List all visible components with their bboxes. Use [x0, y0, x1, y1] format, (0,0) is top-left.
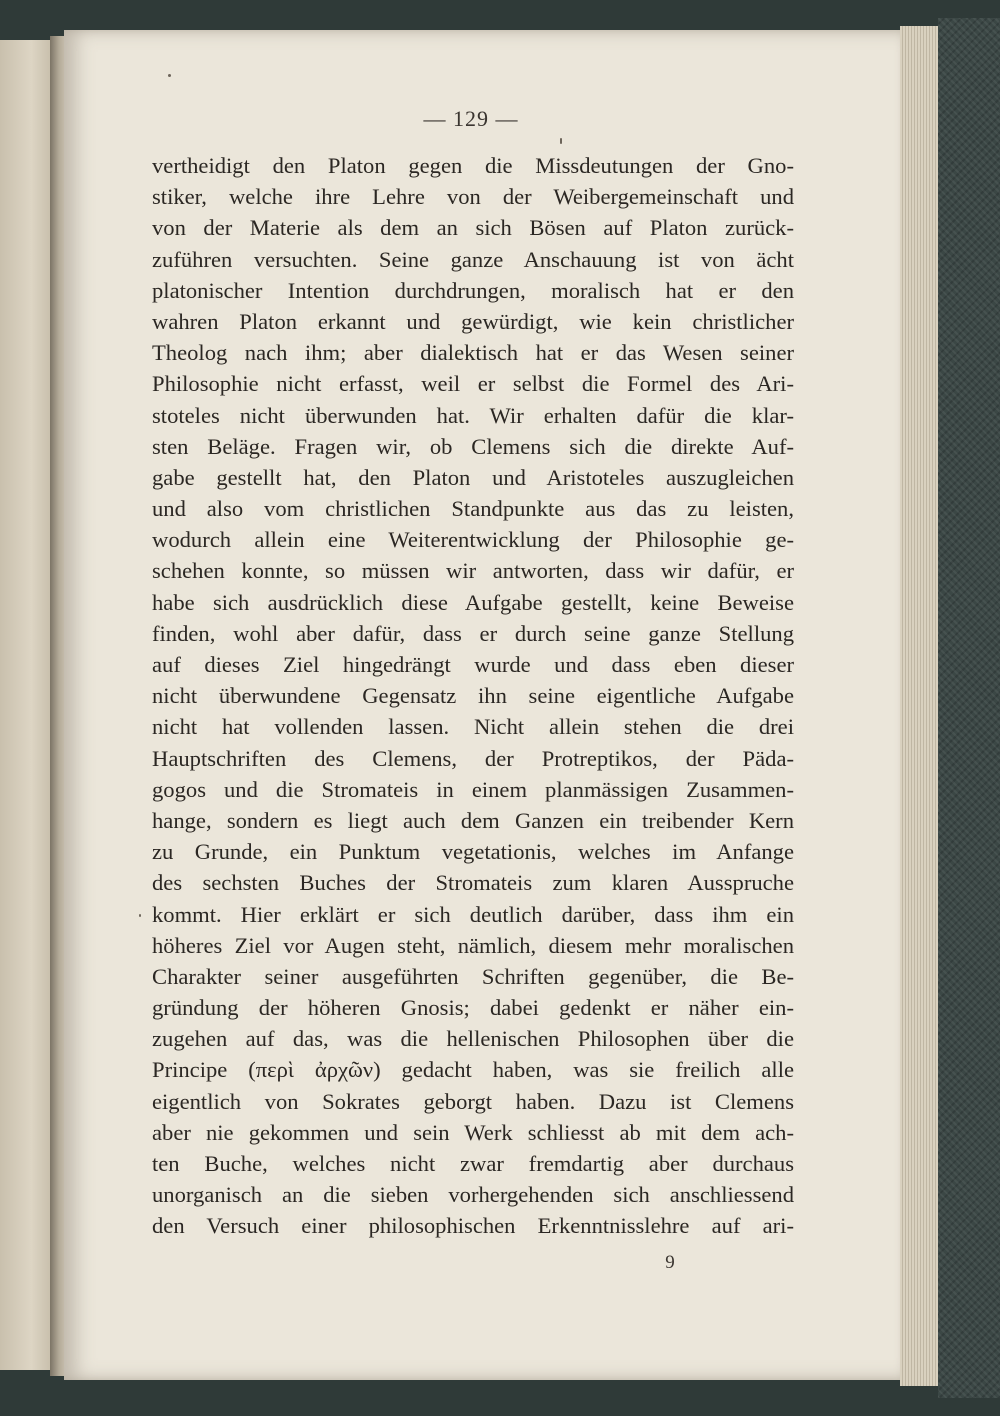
- text-line: gabe gestellt hat, den Platon und Aristoteles auszugleichen: [152, 464, 794, 490]
- text-line: hange, sondern es liegt auch dem Ganzen ein treibender Kern: [152, 807, 794, 833]
- text-line: unorganisch an die sieben vorhergehenden sich anschliessend: [152, 1182, 794, 1208]
- text-line: ten Buche, welches nicht zwar fremdartig aber durchaus: [152, 1151, 794, 1176]
- body-text: [152, 150, 794, 1242]
- text-line: gründung der höheren Gnosis; dabei gedenkt er näher ein-: [152, 995, 794, 1021]
- paper-speck: [139, 914, 141, 917]
- text-line: Philosophie nicht erfasst, weil er selbst die Formel des Ari-: [152, 371, 794, 397]
- signature-mark: 9: [665, 1252, 675, 1273]
- text-line: Hauptschriften des Clemens, der Protreptikos, der Päda-: [152, 745, 794, 771]
- text-line: von der Materie als dem an sich Bösen auf Platon zurück-: [152, 215, 794, 241]
- text-line: finden, wohl aber dafür, dass er durch seine ganze Stellung: [152, 620, 794, 646]
- text-line: sten Beläge. Fragen wir, ob Clemens sich die direkte Auf-: [152, 433, 794, 459]
- paper-speck: [560, 138, 562, 144]
- text-line: vertheidigt den Platon gegen die Missdeutungen der Gno-: [152, 153, 794, 178]
- text-line: Theolog nach ihm; aber dialektisch hat er das Wesen seiner: [152, 340, 794, 366]
- text-line: zu Grunde, ein Punktum vegetationis, welches im Anfange: [152, 839, 794, 865]
- text-line: höheres Ziel vor Augen steht, nämlich, diesem mehr moralischen: [152, 932, 794, 958]
- page-number-header: — 129 —: [423, 106, 519, 131]
- text-line: den Versuch einer philosophischen Erkenntnisslehre auf ari-: [152, 1213, 794, 1239]
- text-line: nicht überwundene Gegensatz ihn seine eigentliche Aufgabe: [152, 683, 794, 709]
- text-line: Charakter seiner ausgeführten Schriften gegenüber, die Be-: [152, 963, 794, 989]
- text-line: zugehen auf das, was die hellenischen Philosophen über die: [152, 1026, 794, 1052]
- text-line: gogos und die Stromateis in einem planmässigen Zusammen-: [152, 776, 794, 802]
- text-line: aber nie gekommen und sein Werk schliesst ab mit dem ach-: [152, 1119, 794, 1145]
- paper-speck: [168, 74, 171, 77]
- text-line: stoteles nicht überwunden hat. Wir erhalten dafür die klar-: [152, 402, 794, 428]
- text-line: wodurch allein eine Weiterentwicklung der Philosophie ge-: [152, 527, 794, 553]
- text-line: zuführen versuchten. Seine ganze Anschauung ist von ächt: [152, 246, 794, 272]
- page-block-edges: [900, 26, 940, 1386]
- text-line: stiker, welche ihre Lehre von der Weibergemeinschaft und: [152, 184, 794, 210]
- left-facing-page-edge: [0, 40, 52, 1370]
- text-line: kommt. Hier erklärt er sich deutlich darüber, dass ihm ein: [152, 901, 794, 927]
- text-line: habe sich ausdrücklich diese Aufgabe gestellt, keine Beweise: [152, 589, 794, 615]
- text-line: Principe (περὶ ἀρχῶν) gedacht haben, was sie freilich alle: [152, 1057, 794, 1083]
- text-line: des sechsten Buches der Stromateis zum klaren Ausspruche: [152, 870, 794, 896]
- text-line: nicht hat vollenden lassen. Nicht allein stehen die drei: [152, 714, 794, 740]
- text-line: wahren Platon erkannt und gewürdigt, wie kein christlicher: [152, 308, 794, 334]
- text-line: eigentlich von Sokrates geborgt haben. Dazu ist Clemens: [152, 1088, 794, 1114]
- text-line: und also vom christlichen Standpunkte aus das zu leisten,: [152, 496, 794, 522]
- text-line: schehen konnte, so müssen wir antworten, dass wir dafür, er: [152, 558, 794, 584]
- text-line: auf dieses Ziel hingedrängt wurde und dass eben dieser: [152, 652, 794, 677]
- book-cover-edge: [938, 18, 1000, 1398]
- text-line: platonischer Intention durchdrungen, moralisch hat er den: [152, 277, 794, 303]
